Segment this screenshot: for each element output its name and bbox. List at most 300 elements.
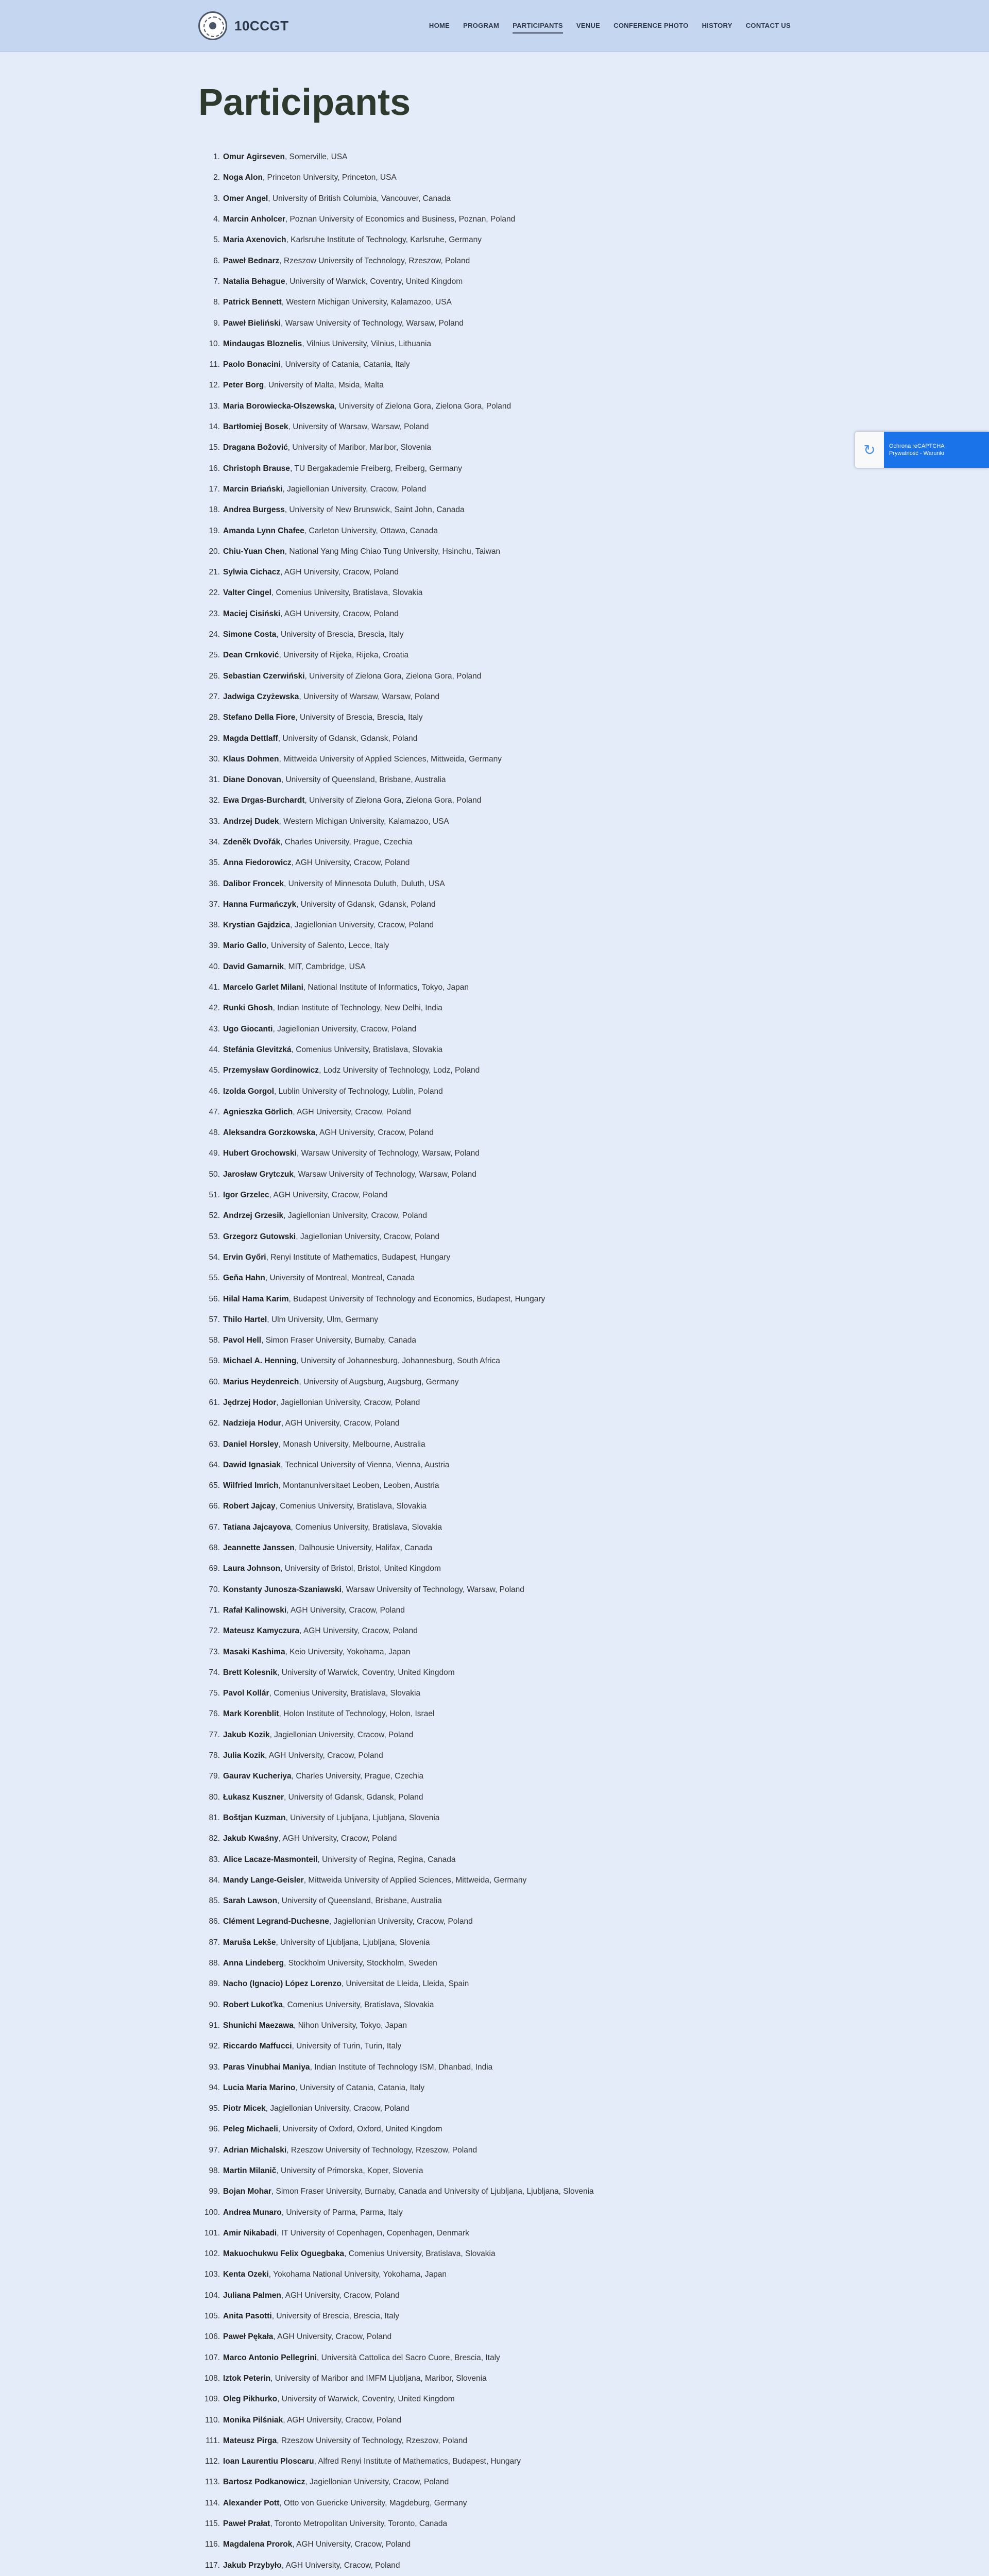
participant-affiliation: Indian Institute of Technology ISM, Dhanbad, India	[314, 2062, 493, 2072]
participant-name: Jakub Kwaśny	[223, 1834, 279, 1843]
list-item: 112. Ioan Laurentiu Ploscaru, Alfred Renyi Institute of Mathematics, Budapest, Hungary	[223, 2451, 791, 2472]
list-item-number: 7.	[213, 277, 220, 286]
participant-affiliation: Karlsruhe Institute of Technology, Karlsruhe, Germany	[291, 235, 482, 245]
participant-affiliation: AGH University, Cracow, Poland	[287, 2415, 402, 2425]
participant-affiliation: National Institute of Informatics, Tokyo, Japan	[308, 983, 469, 992]
list-item: 76. Mark Korenblit, Holon Institute of Technology, Holon, Israel	[223, 1704, 791, 1724]
brand[interactable]	[198, 11, 289, 40]
list-item: 94. Lucia Maria Marino, University of Catania, Catania, Italy	[223, 2078, 791, 2098]
participant-affiliation: AGH University, Cracow, Poland	[284, 568, 399, 577]
header-inner	[198, 0, 791, 52]
list-item-number: 93.	[209, 2062, 220, 2072]
participant-affiliation: Warsaw University of Technology, Warsaw, Poland	[285, 318, 464, 328]
list-item: 53. Grzegorz Gutowski, Jagiellonian University, Cracow, Poland	[223, 1227, 791, 1247]
list-item: 15. Dragana Božović, University of Maribor, Maribor, Slovenia	[223, 437, 791, 458]
recaptcha-line2[interactable]: Prywatność - Warunki	[889, 450, 944, 456]
participant-name: Kenta Ozeki	[223, 2270, 269, 2279]
participant-name: Hubert Grochowski	[223, 1149, 297, 1158]
participant-affiliation: University of Augsburg, Augsburg, Germany	[303, 1377, 459, 1386]
list-item: 78. Julia Kozik, AGH University, Cracow, Poland	[223, 1745, 791, 1766]
participant-name: Rafał Kalinowski	[223, 1605, 287, 1615]
participant-name: Iztok Peterin	[223, 2374, 271, 2383]
list-item-number: 75.	[209, 1689, 220, 1698]
participant-name: Paweł Prałat	[223, 2519, 270, 2529]
list-item-number: 79.	[209, 1772, 220, 1781]
list-item: 58. Pavol Hell, Simon Fraser University, Burnaby, Canada	[223, 1330, 791, 1351]
participant-affiliation: University of Warsaw, Warsaw, Poland	[293, 422, 429, 432]
main-nav	[429, 19, 791, 33]
list-item-number: 38.	[209, 921, 220, 930]
participant-name: Marco Antonio Pellegrini	[223, 2353, 317, 2362]
participant-name: Mateusz Pirga	[223, 2436, 277, 2445]
participant-affiliation: Jagiellonian University, Cracow, Poland	[294, 921, 434, 930]
list-item: 1. Omur Agirseven, Somerville, USA	[223, 147, 791, 167]
list-item-number: 77.	[209, 1730, 220, 1739]
participant-name: Stefano Della Fiore	[223, 713, 296, 722]
participant-name: Oleg Pikhurko	[223, 2395, 278, 2404]
list-item-number: 69.	[209, 1564, 220, 1573]
participant-name: Alice Lacaze-Masmonteil	[223, 1855, 318, 1864]
recaptcha-badge[interactable]	[855, 432, 989, 468]
list-item: 27. Jadwiga Czyżewska, University of Warsaw, Warsaw, Poland	[223, 687, 791, 707]
participant-affiliation: University of Warwick, Coventry, United Kingdom	[281, 2395, 455, 2404]
list-item-number: 73.	[209, 1647, 220, 1656]
list-item-number: 61.	[209, 1398, 220, 1407]
list-item: 71. Rafał Kalinowski, AGH University, Cracow, Poland	[223, 1600, 791, 1621]
list-item: 44. Stefánia Glevitzká, Comenius University, Bratislava, Slovakia	[223, 1040, 791, 1060]
list-item-number: 28.	[209, 713, 220, 722]
list-item-number: 14.	[209, 422, 220, 432]
participants-list	[198, 147, 791, 2576]
participant-name: Jakub Kozik	[223, 1730, 270, 1739]
participant-affiliation: MIT, Cambridge, USA	[288, 962, 366, 971]
list-item: 70. Konstanty Junosza-Szaniawski, Warsaw University of Technology, Warsaw, Poland	[223, 1580, 791, 1600]
participant-affiliation: Rzeszow University of Technology, Rzeszow, Poland	[291, 2145, 478, 2155]
participant-affiliation: University of Gdansk, Gdansk, Poland	[300, 900, 436, 909]
participant-name: Jakub Przybyło	[223, 2561, 282, 2570]
participant-name: Gaurav Kucheriya	[223, 1772, 292, 1781]
participant-name: Przemysław Gordinowicz	[223, 1066, 319, 1075]
list-item: 99. Bojan Mohar, Simon Fraser University, Burnaby, Canada and University of Ljubljana, Ljubljana, Slovenia	[223, 2181, 791, 2202]
list-item: 77. Jakub Kozik, Jagiellonian University, Cracow, Poland	[223, 1725, 791, 1745]
list-item-number: 66.	[209, 1502, 220, 1511]
participant-affiliation: Jagiellonian University, Cracow, Poland	[277, 1024, 417, 1033]
list-item-number: 105.	[204, 2312, 220, 2321]
list-item: 72. Mateusz Kamyczura, AGH University, Cracow, Poland	[223, 1621, 791, 1641]
list-item-number: 99.	[209, 2187, 220, 2196]
participant-affiliation: University of Gdansk, Gdansk, Poland	[288, 1792, 423, 1802]
participant-name: Stefánia Glevitzká	[223, 1045, 292, 1054]
participant-affiliation: University of British Columbia, Vancouver, Canada	[272, 194, 451, 203]
participant-name: Peleg Michaeli	[223, 2125, 278, 2134]
list-item: 48. Aleksandra Gorzkowska, AGH University, Cracow, Poland	[223, 1123, 791, 1143]
list-item-number: 49.	[209, 1149, 220, 1158]
list-item-number: 35.	[209, 858, 220, 868]
participant-affiliation: University of Catania, Catania, Italy	[300, 2083, 425, 2092]
participant-name: Monika Pilśniak	[223, 2415, 283, 2425]
participant-affiliation: Jagiellonian University, Cracow, Poland	[333, 1917, 473, 1926]
list-item: 3. Omer Angel, University of British Columbia, Vancouver, Canada	[223, 189, 791, 209]
list-item-number: 18.	[209, 505, 220, 515]
list-item-number: 95.	[209, 2104, 220, 2113]
list-item: 89. Nacho (Ignacio) López Lorenzo, Universitat de Lleida, Lleida, Spain	[223, 1974, 791, 1994]
participant-affiliation: Vilnius University, Vilnius, Lithuania	[306, 339, 432, 348]
participant-name: Lucia Maria Marino	[223, 2083, 296, 2092]
list-item: 59. Michael A. Henning, University of Johannesburg, Johannesburg, South Africa	[223, 1351, 791, 1371]
participant-name: Pavol Hell	[223, 1336, 262, 1345]
list-item-number: 44.	[209, 1045, 220, 1054]
participant-affiliation: University of Salento, Lecce, Italy	[271, 941, 389, 951]
list-item-number: 97.	[209, 2145, 220, 2155]
nav-contact-us[interactable]: CONTACT US	[745, 21, 791, 29]
participant-affiliation: IT University of Copenhagen, Copenhagen, Denmark	[281, 2228, 469, 2238]
participant-name: Andrea Munaro	[223, 2208, 282, 2217]
list-item: 51. Igor Grzelec, AGH University, Cracow, Poland	[223, 1185, 791, 1206]
participant-affiliation: University of Ljubljana, Ljubljana, Slovenia	[280, 1938, 430, 1947]
participant-name: Sebastian Czerwiński	[223, 671, 305, 681]
list-item: 56. Hilal Hama Karim, Budapest University of Technology and Economics, Budapest, Hungary	[223, 1289, 791, 1310]
participant-affiliation: Technical University of Vienna, Vienna, Austria	[285, 1460, 450, 1469]
participant-name: Paolo Bonacini	[223, 360, 281, 369]
list-item-number: 33.	[209, 817, 220, 826]
participant-name: Valter Cingel	[223, 588, 271, 598]
participant-affiliation: AGH University, Cracow, Poland	[295, 858, 410, 868]
list-item-number: 8.	[213, 298, 220, 307]
participant-name: Krystian Gajdzica	[223, 921, 291, 930]
list-item-number: 111.	[206, 2436, 220, 2445]
list-item-number: 102.	[204, 2249, 220, 2259]
participant-affiliation: Charles University, Prague, Czechia	[296, 1772, 424, 1781]
list-item-number: 47.	[209, 1107, 220, 1116]
participant-name: Andrzej Dudek	[223, 817, 279, 826]
participant-name: Marušа Lekše	[223, 1938, 276, 1947]
participant-name: Dean Crnković	[223, 651, 279, 660]
participant-name: Paras Vinubhai Maniya	[223, 2062, 310, 2072]
participant-name: Maria Axenovich	[223, 235, 286, 245]
list-item: 17. Marcin Briański, Jagiellonian University, Cracow, Poland	[223, 479, 791, 500]
list-item-number: 114.	[204, 2498, 220, 2507]
list-item-number: 76.	[209, 1709, 220, 1719]
list-item: 31. Diane Donovan, University of Queensland, Brisbane, Australia	[223, 770, 791, 790]
list-item: 67. Tatiana Jajcayova, Comenius University, Bratislava, Slovakia	[223, 1517, 791, 1538]
participant-affiliation: Comenius University, Bratislava, Slovakia	[295, 1522, 442, 1532]
list-item-number: 104.	[204, 2291, 220, 2300]
list-item: 50. Jarosław Grytczuk, Warsaw University of Technology, Warsaw, Poland	[223, 1164, 791, 1185]
participant-affiliation: Comenius University, Bratislava, Slovakia	[280, 1502, 427, 1511]
participant-name: Magda Dettlaff	[223, 734, 278, 743]
participant-affiliation: University of Regina, Regina, Canada	[322, 1855, 456, 1864]
participant-affiliation: Lublin University of Technology, Lublin, Poland	[278, 1087, 443, 1096]
participant-affiliation: AGH University, Cracow, Poland	[268, 1751, 383, 1760]
participant-name: Konstanty Junosza-Szaniawski	[223, 1585, 342, 1594]
list-item: 39. Mario Gallo, University of Salento, Lecce, Italy	[223, 936, 791, 956]
list-item-number: 101.	[204, 2228, 220, 2238]
participant-name: Natalia Behague	[223, 277, 285, 286]
participant-name: Clément Legrand-Duchesne	[223, 1917, 329, 1926]
list-item-number: 34.	[209, 837, 220, 846]
list-item-number: 67.	[209, 1522, 220, 1532]
participant-affiliation: Montanuniversitaet Leoben, Leoben, Austria	[283, 1481, 439, 1490]
list-item: 28. Stefano Della Fiore, University of Brescia, Brescia, Italy	[223, 707, 791, 728]
list-item-number: 106.	[204, 2332, 220, 2342]
participant-name: Bartłomiej Bosek	[223, 422, 288, 432]
list-item-number: 108.	[204, 2374, 220, 2383]
participant-name: Aleksandra Gorzkowska	[223, 1128, 316, 1138]
participant-name: Boštjan Kuzman	[223, 1813, 286, 1822]
list-item-number: 1.	[213, 152, 220, 162]
site-logo-icon[interactable]	[198, 11, 227, 40]
participant-affiliation: Charles University, Prague, Czechia	[284, 837, 413, 846]
participant-name: Sarah Lawson	[223, 1896, 278, 1906]
list-item-number: 42.	[209, 1004, 220, 1013]
list-item-number: 11.	[209, 360, 220, 369]
participant-affiliation: Comenius University, Bratislava, Slovakia	[296, 1045, 443, 1054]
participant-affiliation: Jagiellonian University, Cracow, Poland	[274, 1730, 414, 1739]
list-item: 117. Jakub Przybyło, AGH University, Cracow, Poland	[223, 2555, 791, 2576]
list-item-number: 85.	[209, 1896, 220, 1906]
participant-name: David Gamarnik	[223, 962, 284, 971]
participant-affiliation: University of Bristol, Bristol, United Kingdom	[284, 1564, 441, 1573]
list-item: 26. Sebastian Czerwiński, University of Zielona Gora, Zielona Gora, Poland	[223, 666, 791, 687]
participant-affiliation: AGH University, Cracow, Poland	[297, 1107, 411, 1116]
list-item: 87. Marušа Lekše, University of Ljubljana, Ljubljana, Slovenia	[223, 1933, 791, 1953]
list-item-number: 4.	[213, 215, 220, 224]
participant-affiliation: Lodz University of Technology, Lodz, Poland	[323, 1066, 480, 1075]
list-item-number: 103.	[204, 2270, 220, 2279]
list-item-number: 89.	[209, 1979, 220, 1989]
list-item-number: 45.	[209, 1066, 220, 1075]
participant-affiliation: University of Primorska, Koper, Slovenia	[280, 2166, 423, 2175]
participant-affiliation: AGH University, Cracow, Poland	[277, 2332, 392, 2342]
nav-venue[interactable]: VENUE	[576, 21, 601, 29]
participant-affiliation: Comenius University, Bratislava, Slovakia	[274, 1689, 421, 1698]
list-item: 86. Clément Legrand-Duchesne, Jagiellonian University, Cracow, Poland	[223, 1911, 791, 1932]
participant-affiliation: Simon Fraser University, Burnaby, Canada	[265, 1336, 417, 1345]
list-item-number: 9.	[213, 318, 220, 328]
list-item: 62. Nadzieja Hodur, AGH University, Cracow, Poland	[223, 1413, 791, 1434]
list-item: 83. Alice Lacaze-Masmonteil, University of Regina, Regina, Canada	[223, 1850, 791, 1870]
list-item: 21. Sylwia Cichacz, AGH University, Cracow, Poland	[223, 562, 791, 583]
list-item-number: 15.	[209, 443, 220, 452]
list-item: 65. Wilfried Imrich, Montanuniversitaet Leoben, Leoben, Austria	[223, 1476, 791, 1496]
list-item: 30. Klaus Dohmen, Mittweida University of Applied Sciences, Mittweida, Germany	[223, 749, 791, 770]
list-item: 68. Jeannette Janssen, Dalhousie University, Halifax, Canada	[223, 1538, 791, 1558]
participant-name: Grzegorz Gutowski	[223, 1232, 296, 1241]
participant-affiliation: Carleton University, Ottawa, Canada	[309, 526, 438, 535]
list-item-number: 74.	[209, 1668, 220, 1677]
participant-name: Marcin Anholcer	[223, 215, 285, 224]
list-item-number: 109.	[204, 2395, 220, 2404]
site-title[interactable]: 10CCGT	[234, 18, 289, 33]
list-item: 29. Magda Dettlaff, University of Gdansk, Gdansk, Poland	[223, 728, 791, 749]
participant-name: Michael A. Henning	[223, 1357, 297, 1366]
recaptcha-icon: ↻	[855, 432, 884, 468]
participant-affiliation: Monash University, Melbourne, Australia	[283, 1439, 425, 1449]
participant-name: Marcelo Garlet Milani	[223, 983, 303, 992]
list-item-number: 83.	[209, 1855, 220, 1864]
list-item: 96. Peleg Michaeli, University of Oxford, Oxford, United Kingdom	[223, 2119, 791, 2140]
participant-name: Christoph Brause	[223, 464, 291, 473]
list-item-number: 17.	[209, 484, 220, 494]
list-item-number: 54.	[209, 1252, 220, 1262]
list-item: 33. Andrzej Dudek, Western Michigan University, Kalamazoo, USA	[223, 811, 791, 832]
participant-affiliation: AGH University, Cracow, Poland	[284, 609, 399, 618]
participant-name: Robert Jajcay	[223, 1502, 276, 1511]
nav-program[interactable]: PROGRAM	[463, 21, 500, 29]
list-item: 98. Martin Milanič, University of Primorska, Koper, Slovenia	[223, 2161, 791, 2181]
nav-history[interactable]: HISTORY	[702, 21, 732, 29]
list-item-number: 98.	[209, 2166, 220, 2175]
participant-affiliation: University of Johannesburg, Johannesburg, South Africa	[301, 1357, 500, 1366]
participant-affiliation: Comenius University, Bratislava, Slovakia	[276, 588, 423, 598]
participant-name: Dawid Ignasiak	[223, 1460, 281, 1469]
participant-name: Andrzej Grzesik	[223, 1211, 284, 1221]
list-item: 36. Dalibor Froncek, University of Minnesota Duluth, Duluth, USA	[223, 874, 791, 894]
participant-name: Anna Lindeberg	[223, 1959, 284, 1968]
participant-affiliation: Jagiellonian University, Cracow, Poland	[287, 484, 427, 494]
participant-affiliation: Keio University, Yokohama, Japan	[289, 1647, 411, 1656]
participant-affiliation: University of Maribor, Maribor, Slovenia	[292, 443, 432, 452]
participant-name: Noga Alon	[223, 173, 263, 182]
list-item-number: 117.	[204, 2561, 220, 2570]
list-item: 109. Oleg Pikhurko, University of Warwick, Coventry, United Kingdom	[223, 2389, 791, 2410]
participant-name: Mateusz Kamyczura	[223, 1626, 300, 1636]
list-item: 22. Valter Cingel, Comenius University, Bratislava, Slovakia	[223, 583, 791, 603]
nav-conference-photo[interactable]: CONFERENCE PHOTO	[613, 21, 689, 29]
list-item-number: 29.	[209, 734, 220, 743]
participant-name: Julia Kozik	[223, 1751, 265, 1760]
participant-name: Daniel Horsley	[223, 1439, 279, 1449]
list-item-number: 21.	[209, 568, 220, 577]
participant-affiliation: AGH University, Cracow, Poland	[282, 1834, 397, 1843]
list-item-number: 56.	[209, 1294, 220, 1303]
list-item-number: 12.	[209, 381, 220, 390]
list-item-number: 72.	[209, 1626, 220, 1636]
participant-affiliation: Poznan University of Economics and Business, Poznan, Poland	[289, 215, 516, 224]
participant-affiliation: Stockholm University, Stockholm, Sweden	[288, 1959, 437, 1968]
list-item: 11. Paolo Bonacini, University of Catania, Catania, Italy	[223, 354, 791, 375]
site-header	[0, 0, 989, 52]
participant-affiliation: University of Brescia, Brescia, Italy	[300, 713, 423, 722]
list-item-number: 55.	[209, 1274, 220, 1283]
nav-home[interactable]: HOME	[429, 21, 450, 29]
list-item: 81. Boštjan Kuzman, University of Ljubljana, Ljubljana, Slovenia	[223, 1808, 791, 1828]
participant-name: Dalibor Froncek	[223, 879, 284, 888]
participant-affiliation: University of Queensland, Brisbane, Australia	[281, 1896, 442, 1906]
participant-affiliation: Jagiellonian University, Cracow, Poland	[300, 1232, 440, 1241]
participant-name: Bartosz Podkanowicz	[223, 2478, 305, 2487]
list-item: 57. Thilo Hartel, Ulm University, Ulm, Germany	[223, 1310, 791, 1330]
participant-affiliation: Mittweida University of Applied Sciences, Mittweida, Germany	[308, 1875, 527, 1885]
list-item: 105. Anita Pasotti, University of Brescia, Brescia, Italy	[223, 2306, 791, 2327]
list-item-number: 10.	[209, 339, 220, 348]
list-item-number: 59.	[209, 1357, 220, 1366]
participant-name: Maria Borowiecka-Olszewska	[223, 401, 335, 411]
participant-name: Ewa Drgas-Burchardt	[223, 796, 305, 805]
list-item: 41. Marcelo Garlet Milani, National Institute of Informatics, Tokyo, Japan	[223, 977, 791, 998]
list-item: 97. Adrian Michalski, Rzeszow University of Technology, Rzeszow, Poland	[223, 2140, 791, 2161]
participant-affiliation: Alfred Renyi Institute of Mathematics, Budapest, Hungary	[318, 2457, 521, 2466]
participant-affiliation: AGH University, Cracow, Poland	[303, 1626, 418, 1636]
participant-affiliation: University of Maribor and IMFM Ljubljana, Maribor, Slovenia	[275, 2374, 487, 2383]
participant-affiliation: AGH University, Cracow, Poland	[273, 1191, 388, 1200]
list-item-number: 63.	[209, 1439, 220, 1449]
list-item: 45. Przemysław Gordinowicz, Lodz University of Technology, Lodz, Poland	[223, 1060, 791, 1081]
participant-affiliation: TU Bergakademie Freiberg, Freiberg, Germany	[294, 464, 463, 473]
list-item-number: 96.	[209, 2125, 220, 2134]
list-item: 84. Mandy Lange-Geisler, Mittweida University of Applied Sciences, Mittweida, Germany	[223, 1870, 791, 1891]
participant-name: Paweł Bednarz	[223, 256, 280, 265]
list-item: 7. Natalia Behague, University of Warwick, Coventry, United Kingdom	[223, 272, 791, 292]
nav-participants[interactable]: PARTICIPANTS	[513, 19, 563, 33]
list-item: 23. Maciej Cisiński, AGH University, Cracow, Poland	[223, 604, 791, 624]
participant-name: Mandy Lange-Geisler	[223, 1875, 304, 1885]
list-item-number: 112.	[204, 2457, 220, 2466]
participant-name: Ioan Laurentiu Ploscaru	[223, 2457, 314, 2466]
list-item: 103. Kenta Ozeki, Yokohama National University, Yokohama, Japan	[223, 2264, 791, 2285]
list-item: 64. Dawid Ignasiak, Technical University of Vienna, Vienna, Austria	[223, 1455, 791, 1476]
list-item: 107. Marco Antonio Pellegrini, Università Cattolica del Sacro Cuore, Brescia, Italy	[223, 2348, 791, 2368]
list-item: 101. Amir Nikabadi, IT University of Copenhagen, Copenhagen, Denmark	[223, 2223, 791, 2244]
participant-affiliation: Ulm University, Ulm, Germany	[271, 1315, 379, 1324]
participant-affiliation: Somerville, USA	[289, 152, 348, 162]
participant-affiliation: University of Warsaw, Warsaw, Poland	[303, 692, 440, 701]
list-item-number: 116.	[204, 2540, 220, 2549]
list-item: 85. Sarah Lawson, University of Queensland, Brisbane, Australia	[223, 1891, 791, 1911]
list-item: 90. Robert Lukoťka, Comenius University, Bratislava, Slovakia	[223, 1995, 791, 2015]
participant-name: Simone Costa	[223, 630, 277, 639]
participant-affiliation: University of Montreal, Montreal, Canada	[269, 1274, 415, 1283]
list-item-number: 39.	[209, 941, 220, 951]
list-item-number: 91.	[209, 2021, 220, 2030]
list-item-number: 37.	[209, 900, 220, 909]
list-item-number: 50.	[209, 1170, 220, 1179]
participant-name: Bojan Mohar	[223, 2187, 271, 2196]
list-item-number: 78.	[209, 1751, 220, 1760]
list-item: 19. Amanda Lynn Chafee, Carleton University, Ottawa, Canada	[223, 521, 791, 541]
list-item: 12. Peter Borg, University of Malta, Msida, Malta	[223, 375, 791, 396]
participant-affiliation: Jagiellonian University, Cracow, Poland	[287, 1211, 428, 1221]
list-item: 4. Marcin Anholcer, Poznan University of Economics and Business, Poznan, Poland	[223, 209, 791, 230]
participant-affiliation: University of Turin, Turin, Italy	[296, 2042, 402, 2051]
list-item-number: 82.	[209, 1834, 220, 1843]
participant-name: Dragana Božović	[223, 443, 288, 452]
list-item-number: 40.	[209, 962, 220, 971]
participant-affiliation: Jagiellonian University, Cracow, Poland	[309, 2478, 449, 2487]
list-item: 82. Jakub Kwaśny, AGH University, Cracow, Poland	[223, 1828, 791, 1849]
participant-affiliation: University of Minnesota Duluth, Duluth, USA	[288, 879, 445, 888]
list-item: 108. Iztok Peterin, University of Maribor and IMFM Ljubljana, Maribor, Slovenia	[223, 2368, 791, 2389]
list-item: 49. Hubert Grochowski, Warsaw University of Technology, Warsaw, Poland	[223, 1143, 791, 1164]
list-item-number: 110.	[204, 2415, 220, 2425]
list-item: 102. Makuochukwu Felix Oguegbaka, Comenius University, Bratislava, Slovakia	[223, 2244, 791, 2264]
participant-name: Omer Angel	[223, 194, 268, 203]
list-item-number: 43.	[209, 1024, 220, 1033]
list-item-number: 2.	[213, 173, 220, 182]
list-item-number: 48.	[209, 1128, 220, 1138]
list-item: 63. Daniel Horsley, Monash University, Melbourne, Australia	[223, 1434, 791, 1455]
participant-affiliation: University of Zielona Gora, Zielona Gora, Poland	[309, 671, 482, 681]
participant-affiliation: Indian Institute of Technology, New Delhi, India	[277, 1004, 442, 1013]
list-item: 10. Mindaugas Bloznelis, Vilnius University, Vilnius, Lithuania	[223, 334, 791, 354]
participant-name: Thilo Hartel	[223, 1315, 267, 1324]
participant-name: Jadwiga Czyżewska	[223, 692, 299, 701]
participant-name: Mark Korenblit	[223, 1709, 279, 1719]
participant-affiliation: University of New Brunswick, Saint John, Canada	[289, 505, 465, 515]
participant-name: Amanda Lynn Chafee	[223, 526, 304, 535]
participant-name: Jarosław Grytczuk	[223, 1170, 294, 1179]
list-item-number: 25.	[209, 651, 220, 660]
